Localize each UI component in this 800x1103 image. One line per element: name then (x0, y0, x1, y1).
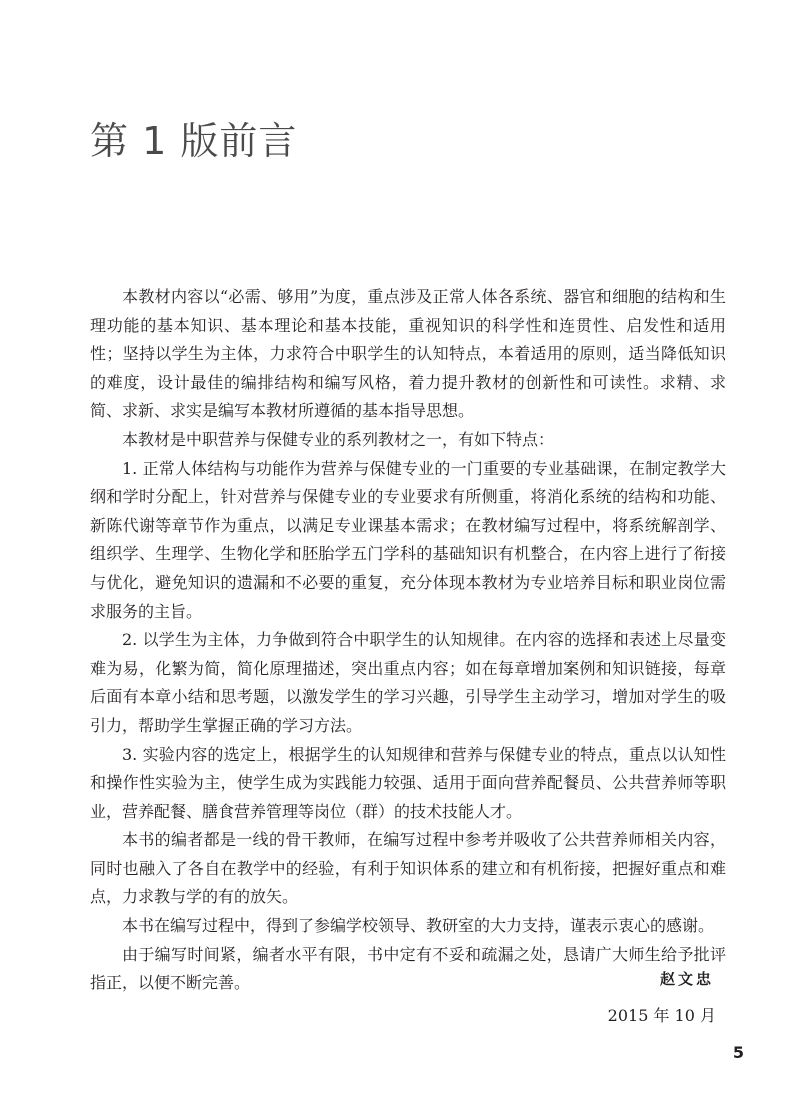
paragraph-3: 1. 正常人体结构与功能作为营养与保健专业的一门重要的专业基础课，在制定教学大纲和学时分配上，针对营养与保健专业的专业要求有所侧重，将消化系统的结构和功能、新陈代谢等章节作为重点，以满足专业课基本需求；在教材编写过程中，将系统解剖学、组织学、生理学、生物化学和胚胎学五门学科的基础知识有机整合，在内容上进行了衔接与优化，避免知识的遗漏和不必要的重复，充分体现本教材为专业培养目标和职业岗位需求服务的主旨。 (90, 458, 726, 621)
page-number: 5 (732, 1043, 744, 1062)
date-line: 2015 年 10 月 (607, 1006, 716, 1025)
author-signature: 赵文忠 (659, 970, 714, 988)
paragraph-1: 本教材内容以“必需、够用”为度，重点涉及正常人体各系统、器官和细胞的结构和生理功能的基本知识、基本理论和基本技能，重视知识的科学性和连贯性、启发性和适用性；坚持以学生为主体，力求符合中职学生的认知特点，本着适用的原则，适当降低知识的难度，设计最佳的编排结构和编写风格，着力提升教材的创新性和可读性。求精、求简、求新、求实是编写本教材所遵循的基本指导思想。 (90, 287, 726, 421)
paragraph-2: 本教材是中职营养与保健专业的系列教材之一，有如下特点： (122, 429, 555, 449)
paragraph-5: 3. 实验内容的选定上，根据学生的认知规律和营养与保健专业的特点，重点以认知性和操作性实验为主，使学生成为实践能力较强、适用于面向营养配餐员、公共营养师等职业，营养配餐、膳食营养管理等岗位（群）的技术技能人才。 (90, 744, 726, 821)
page-title: 第 1 版前言 (90, 119, 298, 163)
paragraph-6: 本书的编者都是一线的骨干教师，在编写过程中参考并吸收了公共营养师相关内容，同时也融入了各自在教学中的经验，有利于知识体系的建立和有机衔接，把握好重点和难点，力求教与学的有的放矢。 (90, 830, 726, 907)
preface-body (90, 283, 726, 998)
paragraph-8: 由于编写时间紧，编者水平有限，书中定有不妥和疏漏之处，恳请广大师生给予批评指正，以便不断完善。 (90, 944, 726, 993)
paragraph-7: 本书在编写过程中，得到了参编学校领导、教研室的大力支持，谨表示衷心的感谢。 (122, 916, 715, 936)
paragraph-4: 2. 以学生为主体，力争做到符合中职学生的认知规律。在内容的选择和表述上尽量变难为易，化繁为简，简化原理描述，突出重点内容；如在每章增加案例和知识链接，每章后面有本章小结和思考题，以激发学生的学习兴趣，引导学生主动学习，增加对学生的吸引力，帮助学生掌握正确的学习方法。 (90, 630, 726, 735)
